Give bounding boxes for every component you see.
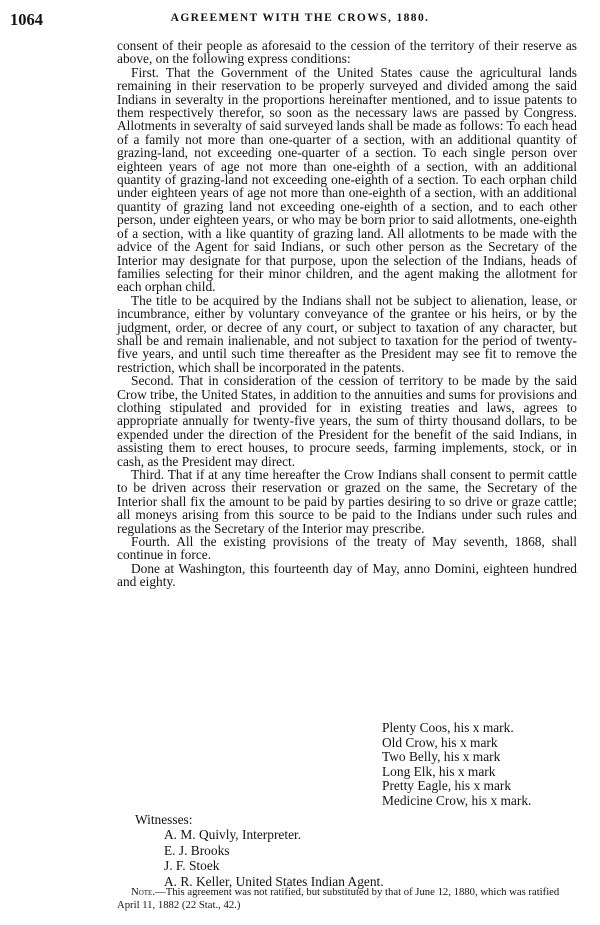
running-title: AGREEMENT WITH THE CROWS, 1880. bbox=[170, 12, 430, 24]
signature-line: Two Belly, his x mark bbox=[382, 749, 501, 764]
footnote-text: —This agreement was not ratified, but substituted by that of June 12, 1880, which was ratified April 11, 1882 (22 Stat., 42.) bbox=[117, 886, 560, 911]
paragraph-done-at: Done at Washington, this fourteenth day of May, anno Domini, eighteen hundred and eighty. bbox=[117, 560, 577, 590]
witness-name: E. J. Brooks bbox=[164, 842, 230, 858]
footnote-label: Note. bbox=[131, 886, 155, 898]
signature-line: Long Elk, his x mark bbox=[382, 763, 496, 779]
body-text bbox=[117, 39, 577, 589]
signature-line: Plenty Coos, his x mark. bbox=[382, 720, 514, 735]
paragraph-third-condition: Third. That if at any time hereafter the Crow Indians shall consent to permit cattle to be driven across their reservation or grazed on the same, the Secretary of the Interior shall fix the amount to be paid by parties desiring to so drive or graze cattle; all moneys arising from this source to be paid to the Indians under such rules and regulations as the Secretary of the Interior may prescribe. bbox=[117, 467, 577, 536]
witness-name: A. R. Keller, United States Indian Agent. bbox=[164, 874, 384, 890]
signature-line: Old Crow, his x mark bbox=[382, 734, 498, 750]
page-number: 1064 bbox=[10, 10, 43, 29]
signature-list bbox=[382, 721, 592, 808]
witness-list bbox=[164, 827, 384, 890]
witness-name: J. F. Stoek bbox=[164, 858, 220, 874]
witness-name: A. M. Quivly, Interpreter. bbox=[164, 827, 302, 842]
footnote bbox=[117, 886, 577, 911]
paragraph-intro: consent of their people as aforesaid to the cession of the territory of their reserve as above, on the following express conditions: bbox=[117, 38, 577, 67]
witnesses-label: Witnesses: bbox=[135, 812, 193, 827]
page-header bbox=[10, 10, 590, 28]
signature-line: Pretty Eagle, his x mark bbox=[382, 778, 512, 793]
paragraph-second-condition: Second. That in consideration of the cession of territory to be made by the said Crow tribe, the United States, in addition to the annuities and sums for provisions and clothing stipulated and provided for in existing treaties and laws, agrees to appropriate annually for twenty-five years, the sum of thirty thousand dollars, to be expended under the direction of the President for the benefit of the said Indians, in assisting them to erect houses, to procure seeds, farming implements, stock, or in cash, as the President may direct. bbox=[117, 373, 577, 469]
paragraph-first-condition: First. That the Government of the United States cause the agricultural lands remaining in their reservation to be properly surveyed and divided among the said Indians in severalty in the proportions hereinafter mentioned, and to issue patents to them respectively therefor, so soon as the necessary laws are passed by Congress. Allotments in severalty of said surveyed lands shall be made as follows: To each head of a family not more than one-quarter of a section, with an additional quantity of grazing-land, not exceeding one-quarter of a section. To each single person over eighteen years of age not more than one-eighth of a section, with an additional quantity of grazing-land not exceeding one-eighth of a section. To each orphan child under eighteen years of age not more than one-eighth of a section, with an additional quantity of grazing land not exceeding one-eighth of a section, and to each other person, under eighteen years, or who may be born prior to said allotments, one-eighth of a section, with a like quantity of grazing land. All allotments to be made with the advice of the Agent for said Indians, or such other person as the Secretary of the Interior may designate for that purpose, upon the selection of the Indians, heads of families selecting for their minor children, and the agent making the allotment for each orphan child. bbox=[117, 64, 577, 295]
paragraph-title-restriction: The title to be acquired by the Indians shall not be subject to alienation, lease, or incumbrance, either by voluntary conveyance of the grantee or his heirs, or by the judgment, order, or decree of any court, or subject to taxation of any character, but shall be and remain inalienable, and not subject to taxation for the period of twenty-five years, and until such time thereafter as the President may see fit to remove the restriction, which shall be incorporated in the patents. bbox=[117, 292, 577, 375]
signature-line: Medicine Crow, his x mark. bbox=[382, 792, 532, 808]
paragraph-fourth-condition: Fourth. All the existing provisions of the treaty of May seventh, 1868, shall continue in force. bbox=[117, 534, 577, 563]
